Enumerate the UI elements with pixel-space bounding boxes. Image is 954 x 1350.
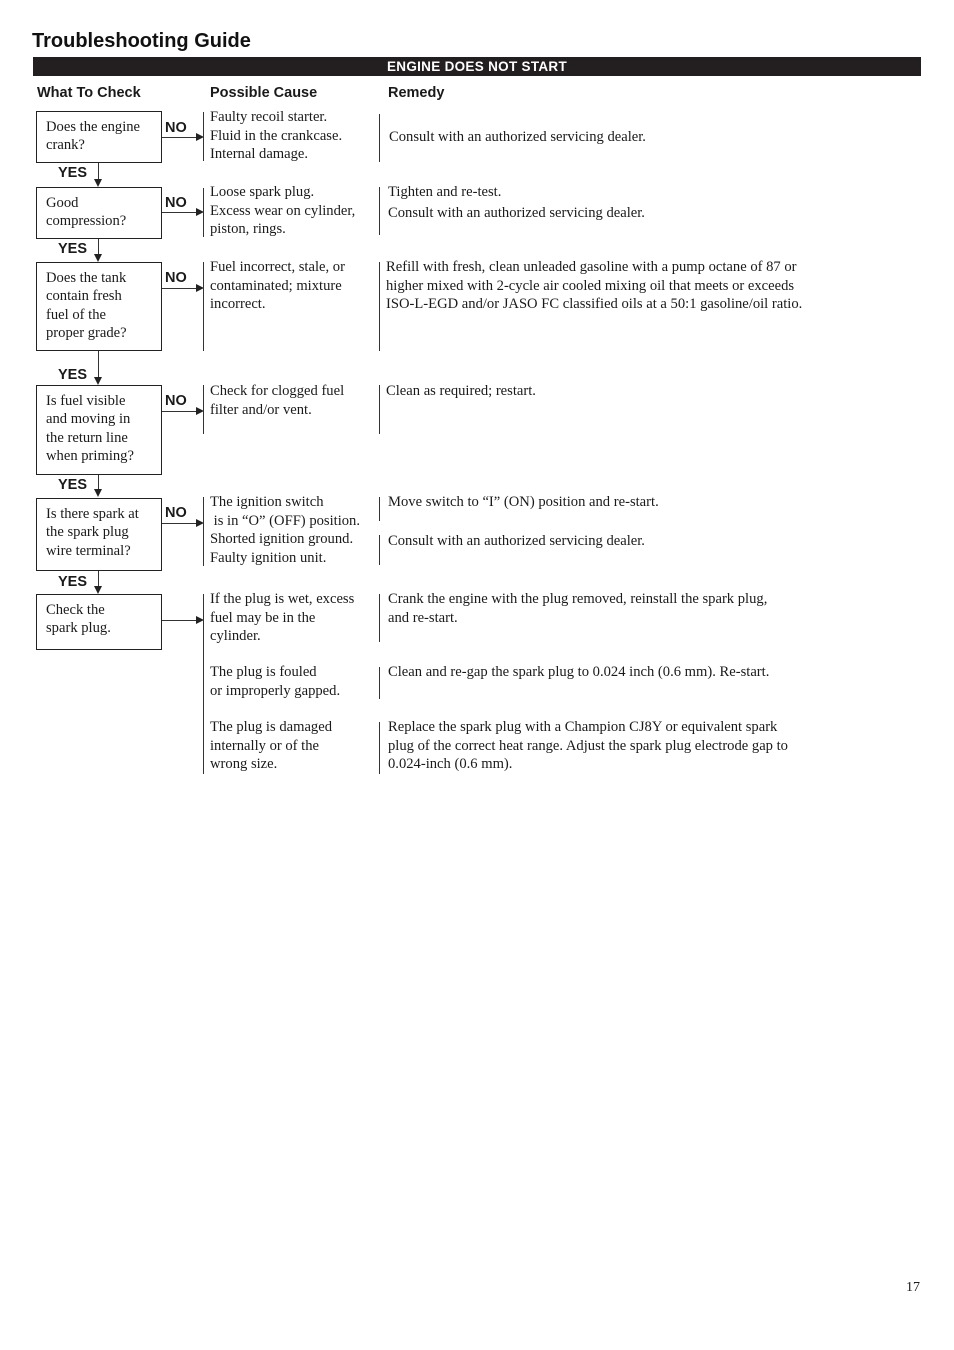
remedy-line: Replace the spark plug with a Champion CJ8Y or equivalent spark <box>388 719 778 735</box>
no-label: NO <box>165 120 187 136</box>
yes-arrow-line <box>98 163 99 179</box>
no-arrow-line <box>162 288 196 289</box>
cause-text-block <box>210 590 354 646</box>
cause-line: Shorted ignition ground. <box>210 531 354 547</box>
check-box-spark-plug <box>36 594 162 650</box>
cause-line: filter and/or vent. <box>210 401 312 418</box>
remedy-text-block <box>386 258 802 314</box>
remedy-line: ISO-L-EGD and/or JASO FC classified oils at a 50:1 gasoline/oil ratio. <box>386 296 803 312</box>
cause-text-block <box>210 258 345 314</box>
check-line: the return line <box>46 429 128 446</box>
yes-arrow-line <box>98 239 99 254</box>
remedy-text: Consult with an authorized servicing dealer. <box>388 205 645 221</box>
cause-line: contaminated; mixture <box>210 277 342 294</box>
no-arrow-line <box>162 411 196 412</box>
cause-line: Faulty recoil starter. <box>210 109 328 125</box>
section-banner: ENGINE DOES NOT START <box>33 57 921 76</box>
check-line: fuel of the <box>46 306 106 323</box>
cause-line: piston, rings. <box>210 221 286 237</box>
remedy-bracket <box>379 114 380 162</box>
cause-text-block <box>210 718 332 774</box>
check-line: spark plug. <box>46 620 111 637</box>
arrow-down-icon <box>94 254 102 262</box>
arrow-line <box>162 620 196 621</box>
check-line: Is there spark at <box>46 506 139 522</box>
check-line: contain fresh <box>46 288 122 305</box>
remedy-bracket <box>379 497 380 521</box>
yes-label: YES <box>58 574 88 590</box>
remedy-bracket <box>379 385 380 434</box>
cause-line: cylinder. <box>210 628 261 644</box>
arrow-down-icon <box>94 377 102 385</box>
cause-line: Check for clogged fuel <box>210 383 345 399</box>
remedy-text: Clean as required; restart. <box>386 383 536 399</box>
check-line: the spark plug <box>46 524 129 541</box>
yes-arrow-line <box>98 475 99 489</box>
no-arrow-line <box>162 212 196 213</box>
arrow-down-icon <box>94 586 102 594</box>
no-label: NO <box>165 393 187 409</box>
cause-line: internally or of the <box>210 737 320 754</box>
cause-text-block <box>210 108 342 164</box>
check-line: wire terminal? <box>46 542 131 559</box>
cause-bracket <box>203 594 204 774</box>
check-box-engine-crank <box>36 111 162 163</box>
cause-line: If the plug is wet, excess <box>210 591 355 607</box>
remedy-bracket <box>379 594 380 642</box>
check-line: Check the <box>46 602 105 618</box>
column-header-what-to-check: What To Check <box>37 85 141 101</box>
check-line: Is fuel visible <box>46 393 126 409</box>
check-box-compression <box>36 187 162 239</box>
no-label: NO <box>165 505 187 521</box>
remedy-bracket <box>379 187 380 235</box>
yes-arrow-line <box>98 351 99 377</box>
remedy-line: 0.024-inch (0.6 mm). <box>388 756 513 772</box>
check-line: proper grade? <box>46 325 127 342</box>
cause-line: wrong size. <box>210 756 278 772</box>
cause-line: Excess wear on cylinder, <box>210 202 356 219</box>
cause-line: Loose spark plug. <box>210 184 315 200</box>
cause-line: Fuel incorrect, stale, or <box>210 259 345 275</box>
no-label: NO <box>165 270 187 286</box>
check-box-fuel-return-line <box>36 385 162 475</box>
yes-arrow-line <box>98 571 99 586</box>
remedy-line: higher mixed with 2-cycle air cooled mixing oil that meets or exceeds <box>386 277 795 294</box>
cause-line: incorrect. <box>210 296 266 312</box>
check-line: and moving in <box>46 411 131 428</box>
cause-line: or improperly gapped. <box>210 682 341 699</box>
cause-line: is in “O” (OFF) position. <box>210 512 360 529</box>
check-line: compression? <box>46 213 127 230</box>
check-line: Does the tank <box>46 270 127 286</box>
cause-line: The plug is fouled <box>210 664 317 680</box>
check-line: Does the engine <box>46 119 141 135</box>
remedy-text: Tighten and re-test. <box>388 184 502 200</box>
remedy-line: Crank the engine with the plug removed, reinstall the spark plug, <box>388 591 768 607</box>
no-arrow-line <box>162 137 196 138</box>
cause-text-block <box>210 493 360 567</box>
page-number: 17 <box>906 1280 920 1295</box>
remedy-line: plug of the correct heat range. Adjust the spark plug electrode gap to <box>388 737 788 754</box>
remedy-text: Move switch to “I” (ON) position and re-start. <box>388 494 659 510</box>
remedy-line: and re-start. <box>388 609 458 626</box>
cause-bracket <box>203 385 204 434</box>
remedy-bracket <box>379 667 380 699</box>
remedy-bracket <box>379 535 380 565</box>
cause-text-block <box>210 382 344 419</box>
arrow-down-icon <box>94 179 102 187</box>
check-line: when priming? <box>46 448 134 465</box>
cause-bracket <box>203 188 204 237</box>
cause-bracket <box>203 262 204 351</box>
cause-line: Faulty ignition unit. <box>210 549 327 566</box>
page-title: Troubleshooting Guide <box>32 30 251 52</box>
no-label: NO <box>165 195 187 211</box>
remedy-text-block <box>388 590 767 627</box>
check-line: Good <box>46 195 79 211</box>
cause-text-block <box>210 183 355 239</box>
cause-bracket <box>203 112 204 161</box>
remedy-text-block <box>388 718 788 774</box>
cause-line: Internal damage. <box>210 146 309 162</box>
cause-line: The plug is damaged <box>210 719 332 735</box>
column-header-remedy: Remedy <box>388 85 445 101</box>
remedy-bracket <box>379 262 380 351</box>
check-box-fuel-grade <box>36 262 162 351</box>
yes-label: YES <box>58 477 88 493</box>
yes-label: YES <box>58 165 88 181</box>
yes-label: YES <box>58 241 88 257</box>
check-box-spark-terminal <box>36 498 162 571</box>
remedy-text: Consult with an authorized servicing dealer. <box>389 129 646 145</box>
cause-line: Fluid in the crankcase. <box>210 127 343 144</box>
cause-bracket <box>203 497 204 566</box>
remedy-line: Refill with fresh, clean unleaded gasoline with a pump octane of 87 or <box>386 259 797 275</box>
remedy-text: Consult with an authorized servicing dealer. <box>388 533 645 549</box>
cause-line: fuel may be in the <box>210 609 316 626</box>
arrow-down-icon <box>94 489 102 497</box>
yes-label: YES <box>58 367 88 383</box>
cause-text-block <box>210 663 340 700</box>
remedy-text: Clean and re-gap the spark plug to 0.024 inch (0.6 mm). Re-start. <box>388 664 770 680</box>
remedy-bracket <box>379 722 380 774</box>
check-line: crank? <box>46 137 85 154</box>
column-header-possible-cause: Possible Cause <box>210 85 318 101</box>
no-arrow-line <box>162 523 196 524</box>
cause-line: The ignition switch <box>210 494 324 510</box>
